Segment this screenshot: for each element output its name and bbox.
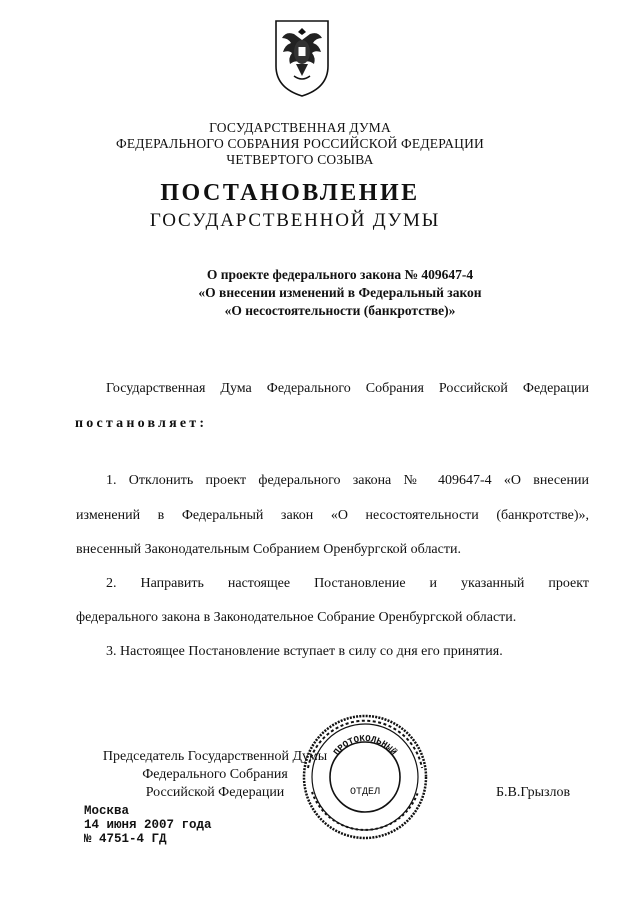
- stamp-center-text: ОТДЕЛ: [349, 787, 381, 798]
- footer-number: № 4751-4 ГД: [84, 832, 167, 846]
- document-subtitle: ГОСУДАРСТВЕННОЙ ДУМЫ: [149, 210, 441, 231]
- header-line-1: ГОСУДАРСТВЕННАЯ ДУМА: [209, 120, 391, 135]
- item-1-line-1: 1. Отклонить проект федерального закона № 409647-4 «О внесении: [106, 473, 589, 488]
- subject-line-3: «О несостоятельности (банкротстве)»: [224, 303, 456, 318]
- stamp-ring-text: ПРОТОКОЛЬНЫЙ: [331, 733, 399, 758]
- position-line-1: Председатель Государственной Думы: [102, 749, 328, 764]
- intro-paragraph: Государственная Дума Федерального Собрания Российской Федерации: [106, 381, 589, 396]
- subject-line-1: О проекте федерального закона № 409647-4: [206, 267, 474, 282]
- item-2-line-2: федерального закона в Законодательное Собрание Оренбургской области.: [76, 610, 517, 625]
- position-line-3: Российской Федерации: [145, 785, 285, 800]
- resolves-word: постановляет:: [75, 416, 208, 431]
- document-subject: [150, 266, 530, 320]
- position-line-2: Федерального Собрания: [142, 767, 288, 782]
- signatory-name: Б.В.Грызлов: [496, 785, 571, 800]
- item-2-line-1: 2. Направить настоящее Постановление и указанный проект: [106, 576, 589, 591]
- item-3: 3. Настоящее Постановление вступает в силу со дня его принятия.: [106, 644, 503, 659]
- round-seal-stamp: [300, 712, 430, 842]
- footer-date: 14 июня 2007 года: [84, 818, 212, 832]
- coat-of-arms-icon: [272, 18, 332, 98]
- item-1-line-3: внесенный Законодательным Собранием Оренбургской области.: [76, 542, 461, 557]
- item-1-line-2: изменений в Федеральный закон «О несостоятельности (банкротстве)»,: [76, 508, 589, 523]
- header-line-2: ФЕДЕРАЛЬНОГО СОБРАНИЯ РОССИЙСКОЙ ФЕДЕРАЦИИ: [116, 136, 484, 151]
- footer-city: Москва: [84, 804, 130, 818]
- institution-header: [0, 120, 600, 168]
- header-line-3: ЧЕТВЕРТОГО СОЗЫВА: [226, 152, 374, 167]
- subject-line-2: «О внесении изменений в Федеральный закон: [198, 285, 482, 300]
- svg-text:ПРОТОКОЛЬНЫЙ: [332, 734, 399, 758]
- document-title: ПОСТАНОВЛЕНИЕ: [160, 180, 420, 206]
- document-footer: [84, 804, 212, 846]
